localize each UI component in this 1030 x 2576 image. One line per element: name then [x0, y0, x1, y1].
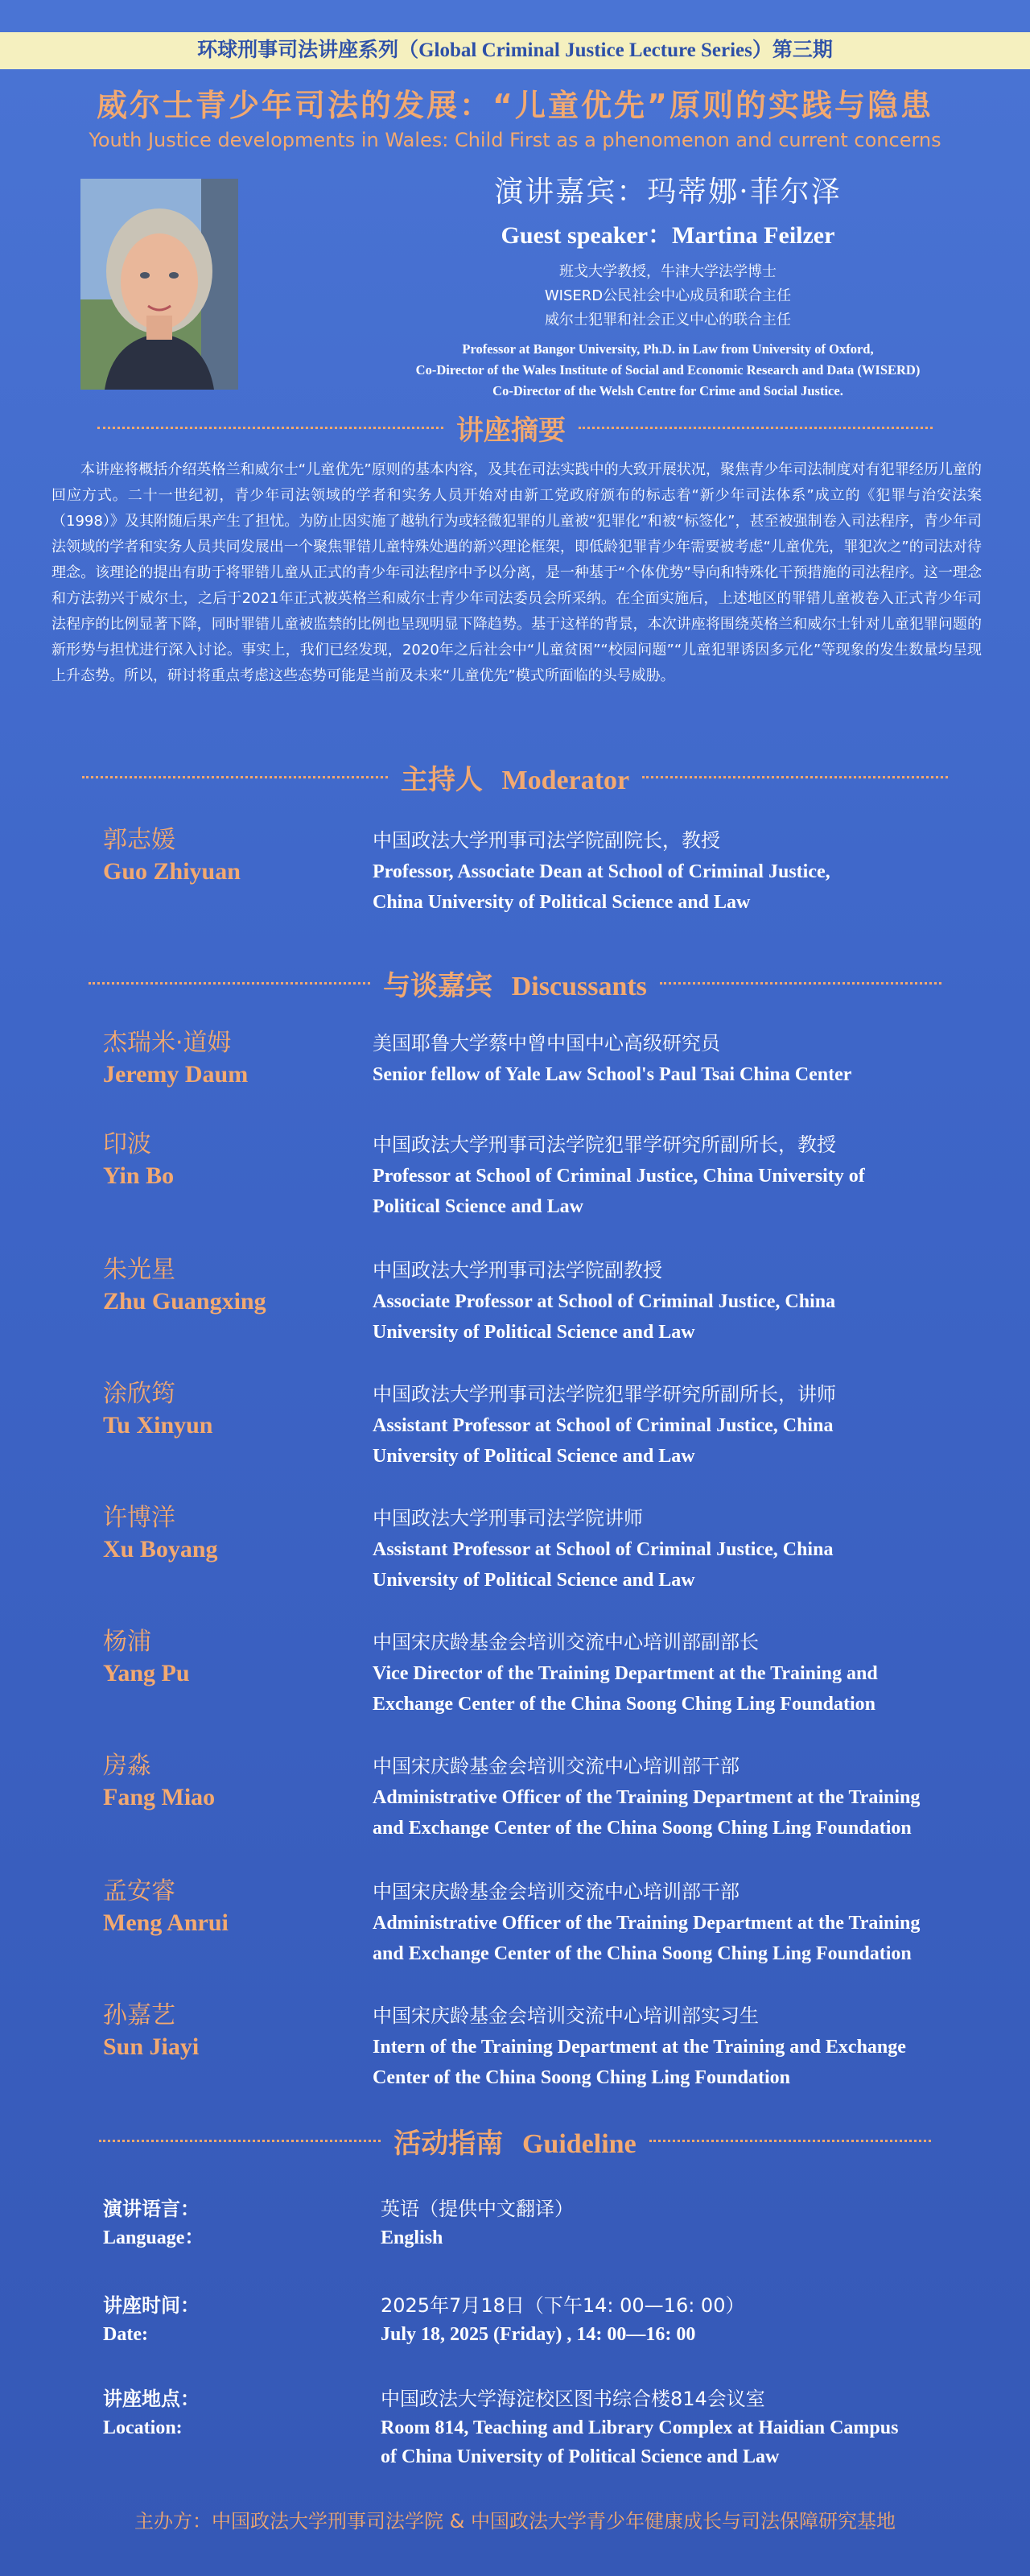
person-desc-en: and Exchange Center of the China Soong Ching Ling Foundation: [373, 1943, 912, 1964]
guideline-value-cn: 2025年7月18日（下午14: 00—16: 00）: [381, 2294, 745, 2317]
person-name-cn: 房淼: [103, 1752, 151, 1780]
person-name-en: Xu Boyang: [103, 1536, 218, 1563]
divider: [660, 982, 941, 985]
person-name-cn: 孙嘉艺: [103, 2001, 175, 2029]
divider: [579, 427, 933, 429]
person-name-en: Sun Jiayi: [103, 2033, 200, 2060]
person-name-cn: 朱光星: [103, 1256, 175, 1284]
person-name-en: Fang Miao: [103, 1784, 216, 1810]
speaker-bio-en-line: Co-Director of the Wales Institute of Social and Economic Research and Data (WISERD): [415, 362, 921, 378]
series-banner: 环球刑事司法讲座系列（Global Criminal Justice Lecture Series）第三期: [0, 32, 1030, 69]
speaker-bio-cn: [338, 260, 998, 332]
speaker-bio-en: [338, 339, 998, 402]
person-desc-en: University of Political Science and Law: [373, 1570, 695, 1591]
section-title: 活动指南 Guideline: [393, 2127, 637, 2160]
guideline-value-cn: 英语（提供中文翻译）: [381, 2198, 574, 2220]
person-desc-en: University of Political Science and Law: [373, 1446, 695, 1467]
person-name-en: Guo Zhiyuan: [103, 858, 241, 885]
person-desc-cn: 中国宋庆龄基金会培训交流中心培训部干部: [373, 1755, 740, 1777]
person-desc-en: Center of the China Soong Ching Ling Foundation: [373, 2067, 790, 2088]
person-name-cn: 许博洋: [103, 1504, 175, 1532]
person-desc-cn: 中国政法大学刑事司法学院副院长，教授: [373, 829, 720, 852]
person-name-cn: 郭志媛: [103, 826, 175, 854]
speaker-bio-cn-line: WISERD公民社会中心成员和联合主任: [544, 287, 792, 304]
person-name-en: Jeremy Daum: [103, 1061, 249, 1088]
guideline-key-cn: 讲座地点：: [103, 2388, 200, 2410]
guideline-key-en: Date:: [103, 2324, 148, 2345]
section-discussants: [0, 963, 1030, 1003]
person-desc-en: Political Science and Law: [373, 1196, 583, 1217]
section-guideline: [0, 2120, 1030, 2161]
person-name-cn: 杰瑞米·道姆: [103, 1029, 232, 1057]
section-title: 与谈嘉宾 Discussants: [383, 969, 647, 1002]
guideline-value-en: English: [381, 2227, 443, 2248]
person-desc-en: Professor at School of Criminal Justice, China University of: [373, 1166, 865, 1187]
divider: [97, 427, 443, 429]
person-desc-en: Assistant Professor at School of Criminal Justice, China: [373, 1539, 834, 1560]
person-desc-cn: 中国宋庆龄基金会培训交流中心培训部干部: [373, 1880, 740, 1903]
person-desc-cn: 美国耶鲁大学蔡中曾中国中心高级研究员: [373, 1032, 720, 1055]
organizer-line: 主办方：中国政法大学刑事司法学院 & 中国政法大学青少年健康成长与司法保障研究基地: [134, 2510, 896, 2533]
person-desc-cn: 中国宋庆龄基金会培训交流中心培训部实习生: [373, 2004, 759, 2027]
section-abstract: [0, 407, 1030, 448]
person-desc-en: Intern of the Training Department at the Training and Exchange: [373, 2037, 906, 2058]
speaker-bio-cn-line: 威尔士犯罪和社会正义中心的联合主任: [545, 312, 791, 328]
person-desc-en: Vice Director of the Training Department at the Training and: [373, 1663, 878, 1684]
abstract-text: 本讲座将概括介绍英格兰和威尔士“儿童优先”原则的基本内容，及其在司法实践中的大致开展状况，聚焦青少年司法制度对有犯罪经历儿童的回应方式。二十一世纪初，青少年司法领域的学者和实务人员开始对由新工党政府颁布的标志着“新少年司法体系”成立的《犯罪与治安法案（1998）》及其附随后果产生了担忧。为防止因实施了越轨行为或轻微犯罪的儿童被“犯罪化”和被“标签化”，甚至被强制卷入司法程序，青少年司法领域的学者和实务人员共同发展出一个聚焦罪错儿童特殊处遇的新兴理论框架，即低龄犯罪青少年需要被考虑“儿童优先，罪犯次之”的司法对待理念。该理论的提出有助于将罪错儿童从正式的青少年司法程序中予以分离，是一种基于“个体优势”导向和特殊化干预措施的司法程序。这一理念和方法勃兴于威尔士，之后于2021年正式被英格兰和威尔士青少年司法委员会所采纳。在全面实施后，上述地区的罪错儿童被卷入正式青少年司法程序的比例显著下降，同时罪错儿童被监禁的比例也呈现明显下降趋势。基于这样的背景，本次讲座将围绕英格兰和威尔士针对儿童犯罪问题的新形势与担忧进行深入讨论。事实上，我们已经发现，2020年之后社会中“儿童贫困”“校园问题”“儿童犯罪诱因多元化”等现象的发生数量均呈现上升态势。所以，研讨将重点考虑这些态势可能是当前及未来“儿童优先”模式所面临的头号威胁。: [52, 461, 982, 684]
guideline-value-en: July 18, 2025 (Friday) , 14: 00—16: 00: [381, 2324, 696, 2345]
person-name-cn: 印波: [103, 1130, 151, 1158]
person-name-cn: 涂欣筠: [103, 1380, 175, 1408]
speaker-photo: [80, 179, 238, 390]
guideline-key-en: Language：: [103, 2227, 204, 2248]
section-moderator: [0, 757, 1030, 797]
divider: [89, 982, 370, 985]
guideline-value-cn: 中国政法大学海淀校区图书综合楼814会议室: [381, 2388, 765, 2410]
divider: [82, 776, 388, 778]
person-desc-cn: 中国政法大学刑事司法学院副教授: [373, 1259, 662, 1282]
speaker-bio-en-line: Co-Director of the Welsh Centre for Crime and Social Justice.: [492, 383, 843, 398]
person-name-cn: 杨浦: [103, 1628, 151, 1656]
guideline-key-en: Location:: [103, 2417, 183, 2438]
speaker-name-en: Guest speaker：Martina Feilzer: [501, 222, 835, 249]
guideline-value-en: of China University of Political Science and Law: [381, 2446, 780, 2467]
person-desc-cn: 中国宋庆龄基金会培训交流中心培训部副部长: [373, 1631, 759, 1653]
person-name-en: Yang Pu: [103, 1660, 190, 1686]
person-name-en: Zhu Guangxing: [103, 1288, 266, 1315]
person-name-en: Yin Bo: [103, 1162, 175, 1189]
guideline-value-en: Room 814, Teaching and Library Complex at Haidian Campus: [381, 2417, 899, 2438]
speaker-bio-cn-line: 班戈大学教授，牛津大学法学博士: [559, 263, 777, 280]
person-desc-en: University of Political Science and Law: [373, 1322, 695, 1343]
section-title: 讲座摘要: [456, 414, 566, 447]
speaker-name-cn: 演讲嘉宾：玛蒂娜·菲尔泽: [494, 175, 842, 208]
lecture-title-cn: 威尔士青少年司法的发展：“儿童优先”原则的实践与隐患: [97, 88, 933, 123]
speaker-block: [338, 169, 998, 402]
section-title: 主持人 Moderator: [400, 763, 630, 796]
person-desc-en: China University of Political Science and Law: [373, 892, 751, 913]
speaker-bio-en-line: Professor at Bangor University, Ph.D. in Law from University of Oxford,: [462, 341, 874, 357]
divider: [642, 776, 948, 778]
guideline-key-cn: 演讲语言：: [103, 2198, 200, 2220]
person-desc-en: and Exchange Center of the China Soong Ching Ling Foundation: [373, 1818, 912, 1839]
divider: [99, 2140, 381, 2142]
person-desc-en: Exchange Center of the China Soong Ching Ling Foundation: [373, 1694, 876, 1715]
person-desc-en: Associate Professor at School of Criminal Justice, China: [373, 1291, 836, 1312]
person-name-en: Meng Anrui: [103, 1909, 229, 1936]
person-desc-en: Administrative Officer of the Training Department at the Training: [373, 1787, 921, 1808]
person-desc-cn: 中国政法大学刑事司法学院犯罪学研究所副所长，讲师: [373, 1383, 836, 1406]
person-desc-en: Assistant Professor at School of Criminal Justice, China: [373, 1415, 834, 1436]
person-desc-cn: 中国政法大学刑事司法学院犯罪学研究所副所长，教授: [373, 1133, 836, 1156]
person-desc-cn: 中国政法大学刑事司法学院讲师: [373, 1507, 643, 1530]
person-desc-en: Senior fellow of Yale Law School's Paul Tsai China Center: [373, 1064, 852, 1085]
person-desc-en: Administrative Officer of the Training Department at the Training: [373, 1913, 921, 1934]
person-name-en: Tu Xinyun: [103, 1412, 213, 1439]
guideline-key-cn: 讲座时间：: [103, 2294, 200, 2317]
person-name-cn: 孟安睿: [103, 1877, 175, 1905]
divider: [649, 2140, 931, 2142]
person-desc-en: Professor, Associate Dean at School of Criminal Justice,: [373, 861, 830, 882]
lecture-title-en: Youth Justice developments in Wales: Child First as a phenomenon and current concerns: [89, 129, 941, 151]
